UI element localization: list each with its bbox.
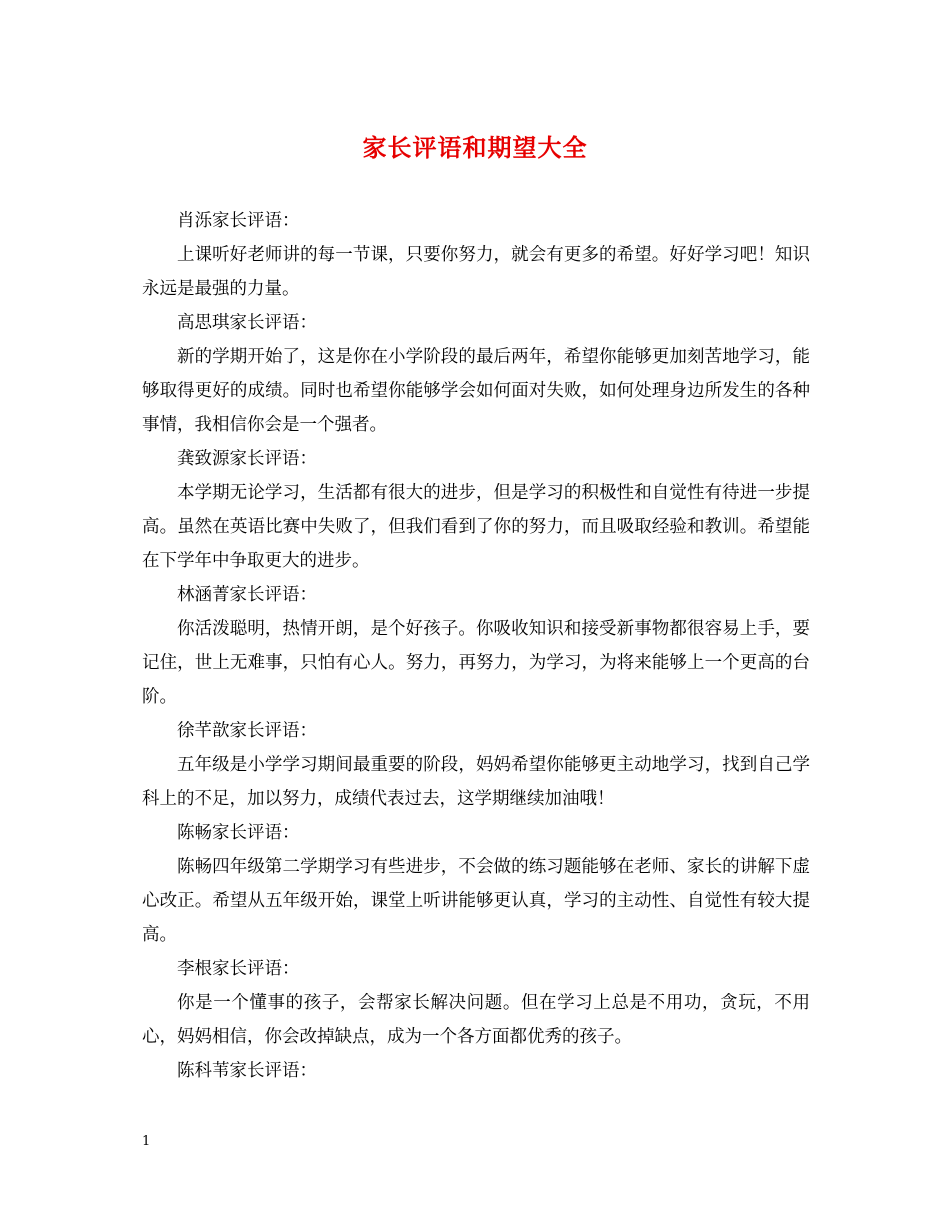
paragraph-label: 肖泺家长评语： <box>177 211 300 231</box>
paragraph-comment: 你是一个懂事的孩子，会帮家长解决问题。但在学习上总是不用功，贪玩，不用心，妈妈相信，你会改掉缺点，成为一个各方面都优秀的孩子。 <box>142 993 810 1047</box>
paragraph-comment: 本学期无论学习，生活都有很大的进步，但是学习的积极性和自觉性有待进一步提高。虽然在英语比赛中失败了，但我们看到了你的努力，而且吸取经验和教训。希望能在下学年中争取更大的进步。 <box>142 483 810 571</box>
paragraph-label: 龚致源家长评语： <box>177 449 317 469</box>
document-title: 家长评语和期望大全 <box>362 133 588 162</box>
paragraph-label: 陈畅家长评语： <box>177 823 300 843</box>
page-number: 1 <box>142 1134 151 1149</box>
paragraph-label: 陈科苇家长评语： <box>177 1061 317 1081</box>
paragraph-label: 李根家长评语： <box>177 959 300 979</box>
paragraph-comment: 你活泼聪明，热情开朗，是个好孩子。你吸收知识和接受新事物都很容易上手，要记住，世上无难事，只怕有心人。努力，再努力，为学习，为将来能够上一个更高的台阶。 <box>142 619 810 707</box>
paragraph-comment: 五年级是小学学习期间最重要的阶段，妈妈希望你能够更主动地学习，找到自己学科上的不足，加以努力，成绩代表过去，这学期继续加油哦！ <box>142 755 810 809</box>
paragraph-label: 高思琪家长评语： <box>177 313 317 333</box>
paragraph-comment: 陈畅四年级第二学期学习有些进步，不会做的练习题能够在老师、家长的讲解下虚心改正。希望从五年级开始，课堂上听讲能够更认真，学习的主动性、自觉性有较大提高。 <box>142 857 810 945</box>
paragraph-label: 林涵菁家长评语： <box>177 585 317 605</box>
document-body <box>142 204 810 1088</box>
paragraph-comment: 上课听好老师讲的每一节课，只要你努力，就会有更多的希望。好好学习吧！知识永远是最强的力量。 <box>142 245 810 299</box>
paragraph-label: 徐芊歆家长评语： <box>177 721 317 741</box>
paragraph-comment: 新的学期开始了，这是你在小学阶段的最后两年，希望你能够更加刻苦地学习，能够取得更好的成绩。同时也希望你能够学会如何面对失败，如何处理身边所发生的各种事情，我相信你会是一个强者。 <box>142 347 810 435</box>
